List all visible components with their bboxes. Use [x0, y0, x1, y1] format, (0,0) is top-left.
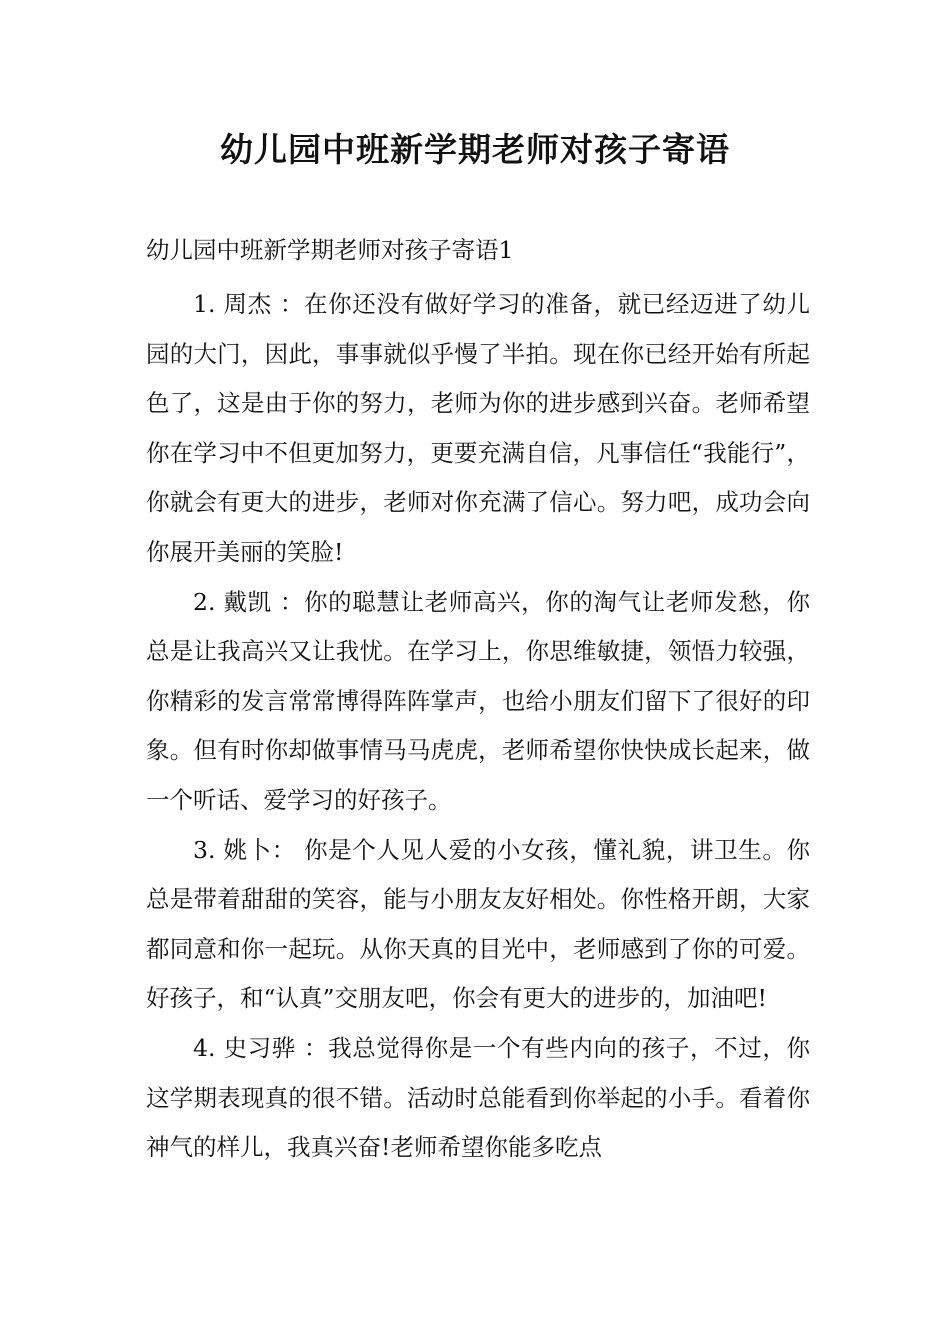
- paragraph-2: 2. 戴凯 ：你的聪慧让老师高兴，你的淘气让老师发愁，你总是让我高兴又让我忧。在学习上，你思维敏捷，领悟力较强，你精彩的发言常常博得阵阵掌声，也给小朋友们留下了很好的印象。但有时你却做事情马马虎虎，老师希望你快快成长起来，做一个听话、爱学习的好孩子。: [146, 587, 810, 814]
- paragraph-4: 4. 史习骅 ：我总觉得你是一个有些内向的孩子，不过，你这学期表现真的很不错。活动时总能看到你举起的小手。看着你神气的样儿，我真兴奋!老师希望你能多吃点: [146, 1033, 810, 1162]
- document-body: [146, 280, 810, 1173]
- paragraph-3: 3. 姚卜： 你是个人见人爱的小女孩，懂礼貌，讲卫生。你总是带着甜甜的笑容，能与小朋友友好相处。你性格开朗，大家都同意和你一起玩。从你天真的目光中，老师感到了你的可爱。好孩子，和“认真”交朋友吧，你会有更大的进步的，加油吧!: [146, 835, 810, 1013]
- document-title: 幼儿园中班新学期老师对孩子寄语: [220, 130, 730, 169]
- section-heading: 幼儿园中班新学期老师对孩子寄语1: [146, 236, 514, 264]
- paragraph-1: 1. 周杰 ：在你还没有做好学习的准备，就已经迈进了幼儿园的大门，因此，事事就似乎慢了半拍。现在你已经开始有所起色了，这是由于你的努力，老师为你的进步感到兴奋。老师希望你在学习中不但更加努力，更要充满自信，凡事信任“我能行”，你就会有更大的进步，老师对你充满了信心。努力吧，成功会向你展开美丽的笑脸!: [146, 290, 810, 566]
